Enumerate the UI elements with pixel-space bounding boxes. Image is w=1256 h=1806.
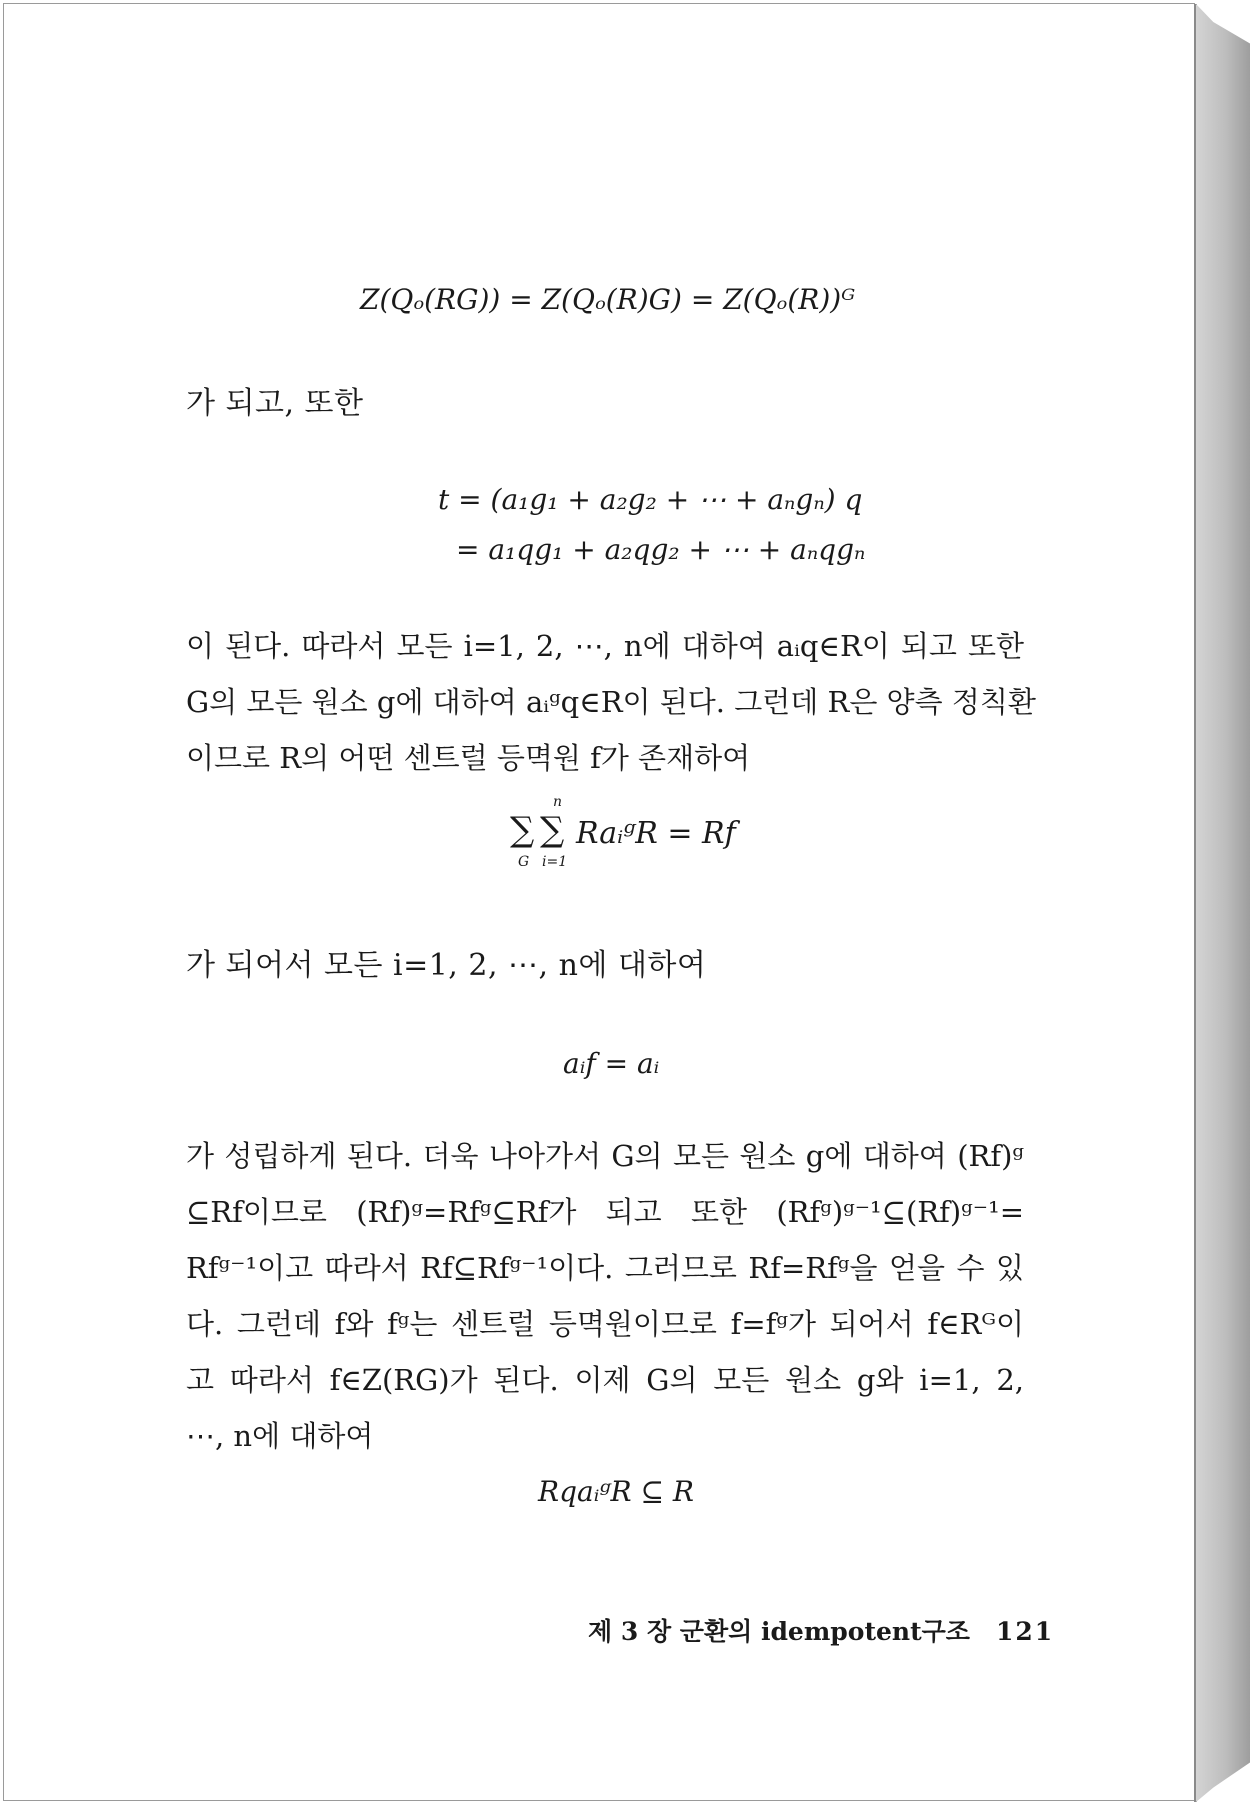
sigma-g-symbol: ∑ — [510, 810, 535, 850]
equation-aif: aᵢf = aᵢ — [563, 1047, 660, 1080]
paragraph-4-line-3: Rfᵍ⁻¹이고 따라서 Rf⊆Rfᵍ⁻¹이다. 그러므로 Rf=Rfᵍ을 얻을 수 있 — [186, 1251, 1024, 1285]
page-curl-shadow — [1196, 4, 1250, 1802]
paragraph-4-line-4: 다. 그런데 f와 fᵍ는 센트럴 등멱원이므로 f=fᵍ가 되어서 f∈Rᴳ이 — [186, 1307, 1024, 1341]
sum-body: RaᵢᵍR = Rf — [576, 816, 736, 851]
paragraph-2-line-2: G의 모든 원소 g에 대하여 aᵢᵍq∈R이 된다. 그런데 R은 양측 정칙환 — [186, 685, 1036, 719]
paragraph-3: 가 되어서 모든 i=1, 2, ⋯, n에 대하여 — [186, 948, 707, 983]
footer-chapter-title: 제 3 장 군환의 idempotent구조 — [588, 1617, 970, 1646]
paragraph-2 — [186, 618, 1036, 786]
paragraph-2-line-1: 이 된다. 따라서 모든 i=1, 2, ⋯, n에 대하여 aᵢq∈R이 되고 또한 — [186, 629, 1024, 663]
paragraph-4-line-2: ⊆Rf이므로 (Rf)ᵍ=Rfᵍ⊆Rf가 되고 또한 (Rfᵍ)ᵍ⁻¹⊆(Rf)ᵍ⁻¹= — [186, 1195, 1024, 1229]
sigma-superscript-n: n — [553, 794, 563, 810]
paragraph-4-line-1: 가 성립하게 된다. 더욱 나아가서 G의 모든 원소 g에 대하여 (Rf)ᵍ — [186, 1139, 1024, 1173]
paragraph-1: 가 되고, 또한 — [186, 386, 364, 421]
equation-subset: RqaᵢᵍR ⊆ R — [538, 1475, 694, 1508]
equation-t-line1: t = (a₁g₁ + a₂g₂ + ⋯ + aₙgₙ) q — [438, 483, 863, 516]
sigma-i-symbol: ∑ — [540, 810, 565, 850]
equation-center-z: Z(Qₒ(RG)) = Z(Qₒ(R)G) = Z(Qₒ(R))ᴳ — [360, 283, 856, 316]
paragraph-4 — [186, 1128, 1024, 1464]
sigma-subscript-i: i=1 — [542, 854, 568, 870]
paragraph-4-line-6: ⋯, n에 대하여 — [186, 1419, 374, 1453]
paragraph-2-line-3: 이므로 R의 어떤 센트럴 등멱원 f가 존재하여 — [186, 741, 751, 775]
sigma-subscript-g: G — [518, 854, 530, 870]
page-footer — [588, 1612, 1054, 1648]
page-number: 121 — [995, 1617, 1055, 1646]
equation-double-sum — [510, 794, 750, 888]
paragraph-4-line-5: 고 따라서 f∈Z(RG)가 된다. 이제 G의 모든 원소 g와 i=1, 2, — [186, 1363, 1024, 1397]
equation-t-line2: = a₁qg₁ + a₂qg₂ + ⋯ + aₙqgₙ — [456, 533, 866, 566]
